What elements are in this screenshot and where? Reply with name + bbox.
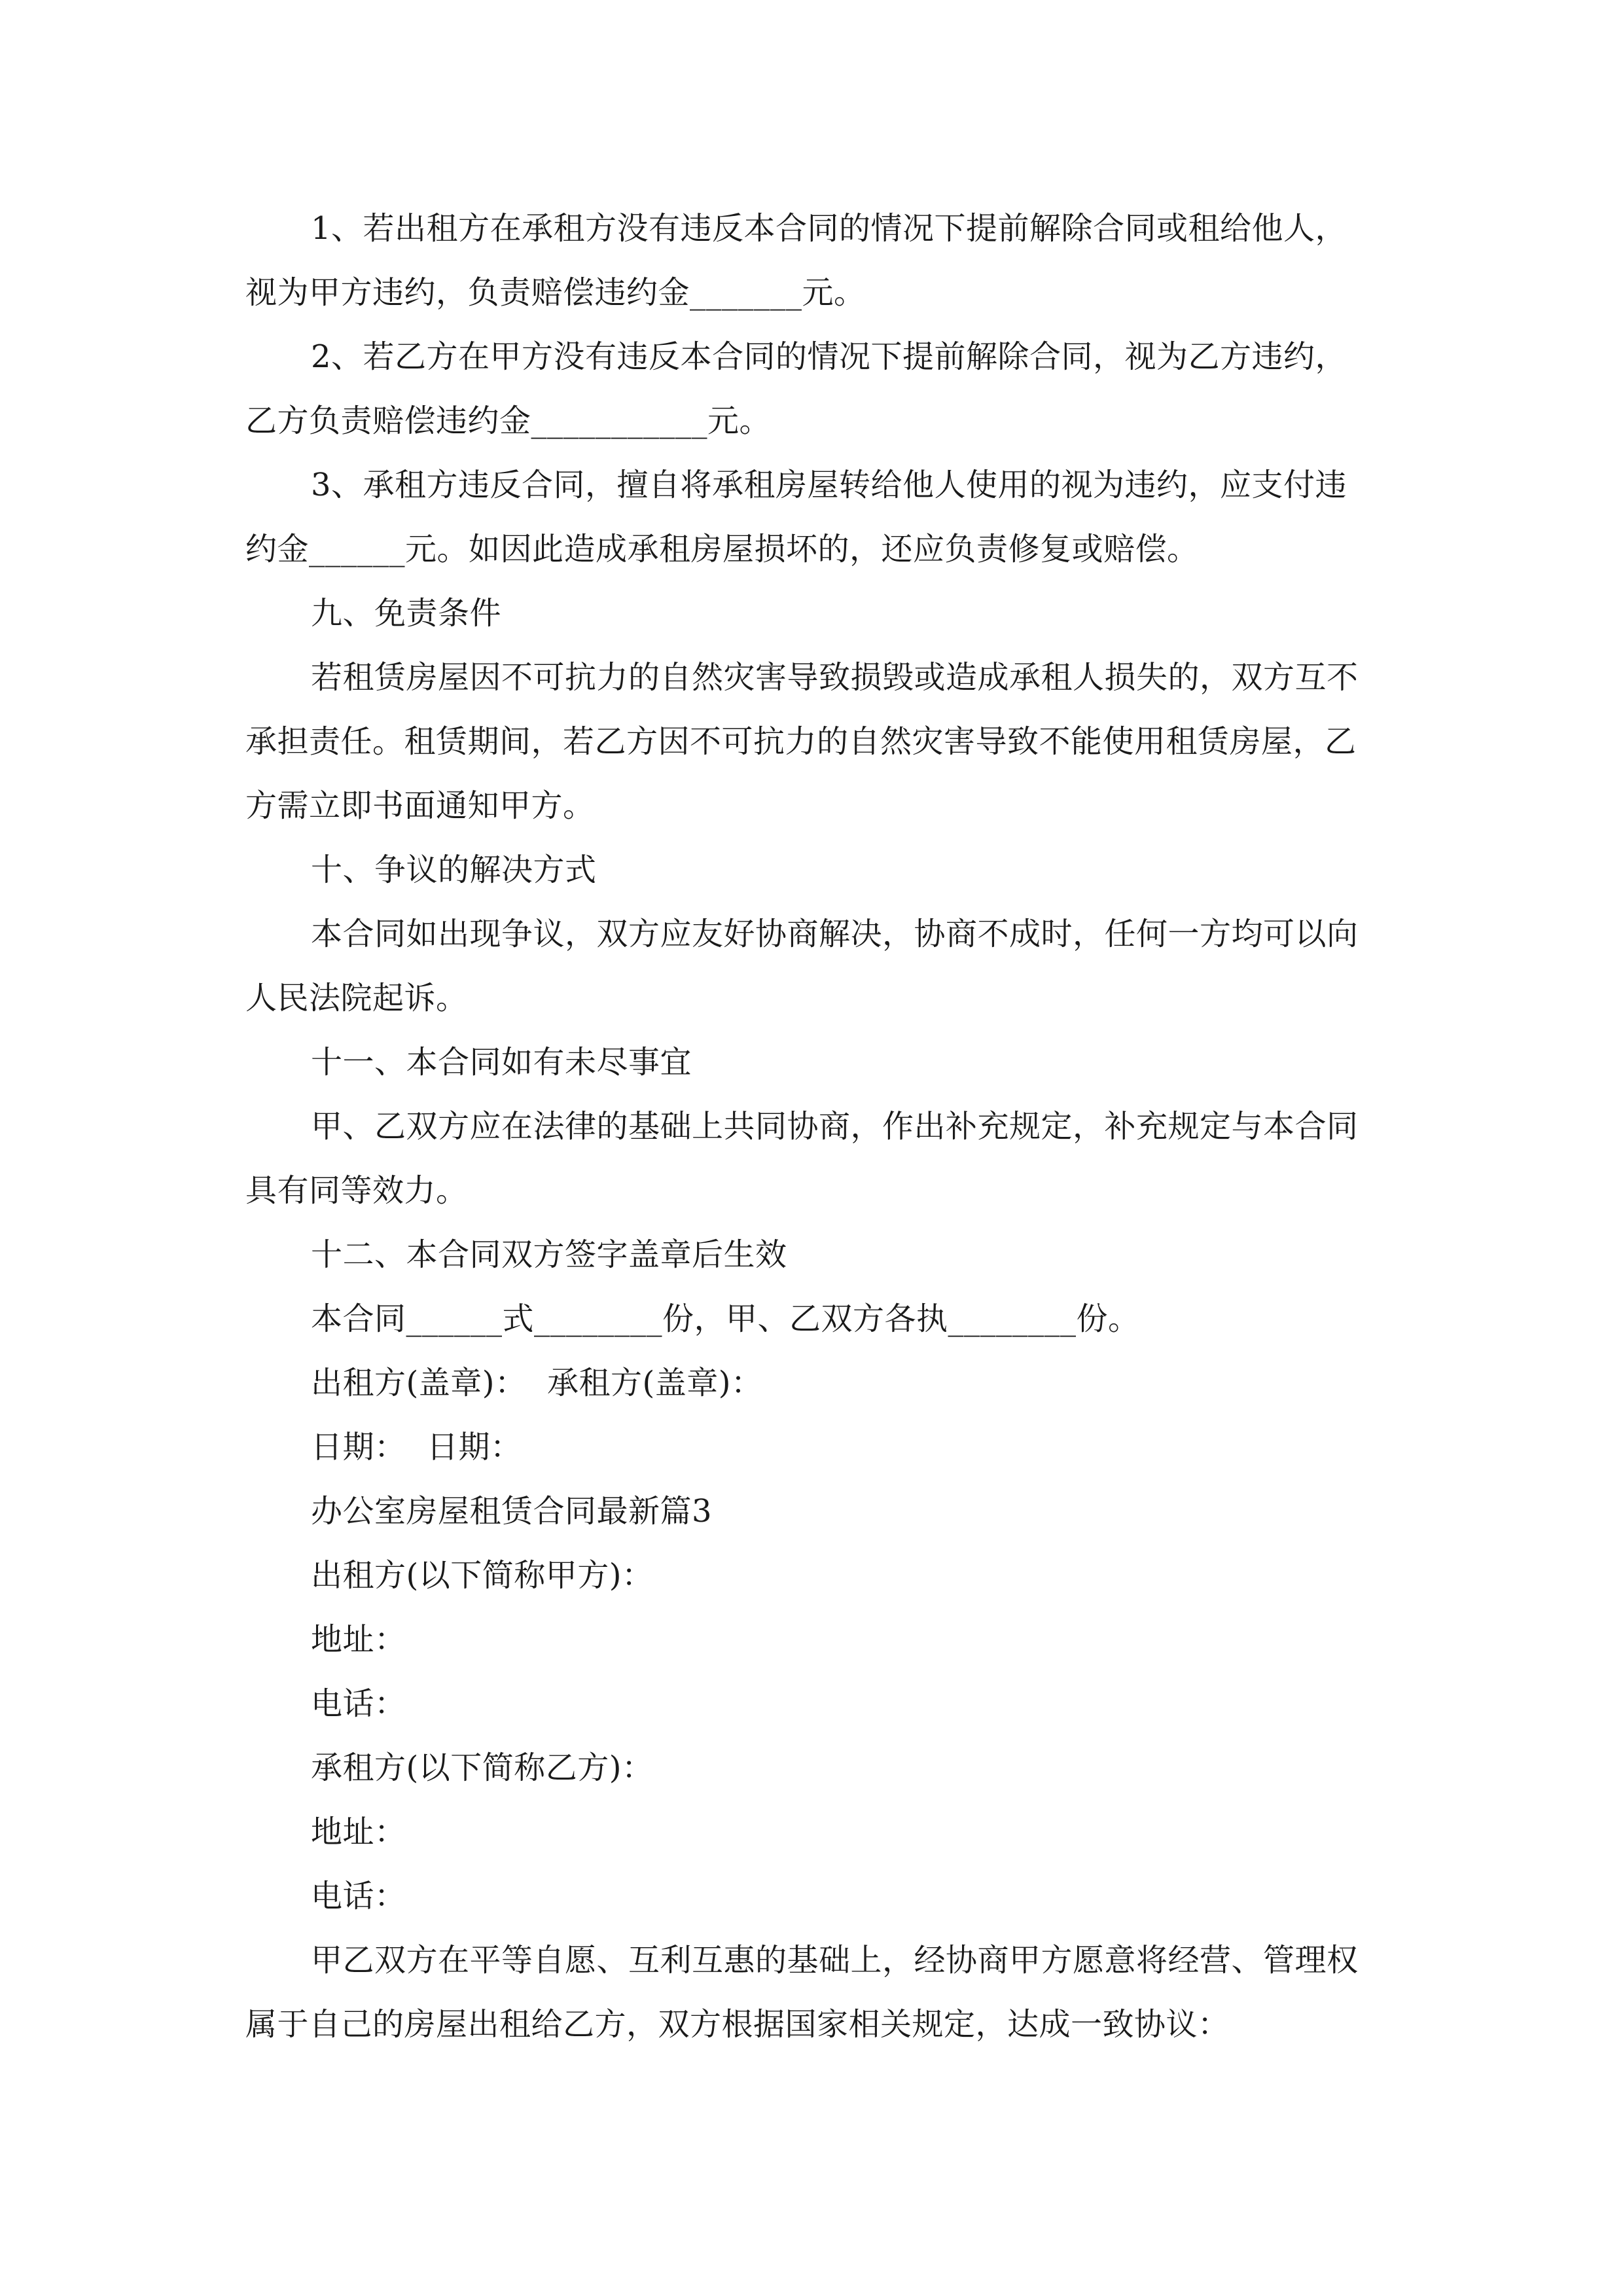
lessor-address-label: 地址：	[311, 1621, 406, 1658]
lessee-label: 承租方(以下简称乙方)：	[311, 1749, 654, 1786]
preamble-paragraph: 甲乙双方在平等自愿、互利互惠的基础上，经协商甲方愿意将经营、管理权属于自己的房屋出租给乙方，双方根据国家相关规定，达成一致协议：	[245, 1942, 1359, 2043]
clause-3-paragraph: 3、承租方违反合同，擅自将承租房屋转给他人使用的视为违约，应支付违约金______元。如因此造成承租房屋损坏的，还应负责修复或赔偿。	[245, 467, 1347, 567]
section-11-paragraph: 甲、乙双方应在法律的基础上共同协商，作出补充规定，补充规定与本合同具有同等效力。	[245, 1108, 1359, 1209]
signature-line: 出租方(盖章)： 承租方(盖章)：	[311, 1365, 763, 1401]
lessee-address-label: 地址：	[311, 1814, 406, 1850]
clause-2-paragraph: 2、若乙方在甲方没有违反本合同的情况下提前解除合同，视为乙方违约，乙方负责赔偿违约金___________元。	[245, 338, 1347, 439]
section-heading-10: 十、争议的解决方式	[311, 852, 597, 888]
lessor-phone-label: 电话：	[311, 1685, 406, 1722]
date-line: 日期： 日期：	[311, 1429, 522, 1465]
section-9-paragraph: 若租赁房屋因不可抗力的自然灾害导致损毁或造成承租人损失的，双方互不承担责任。租赁期间，若乙方因不可抗力的自然灾害导致不能使用租赁房屋，乙方需立即书面通知甲方。	[245, 659, 1359, 824]
clause-1-paragraph: 1、若出租方在承租方没有违反本合同的情况下提前解除合同或租给他人，视为甲方违约，负责赔偿违约金_______元。	[245, 210, 1347, 311]
lessee-phone-label: 电话：	[311, 1878, 406, 1914]
section-heading-11: 十一、本合同如有未尽事宜	[311, 1044, 692, 1081]
lessor-label: 出租方(以下简称甲方)：	[311, 1557, 654, 1594]
section-10-paragraph: 本合同如出现争议，双方应友好协商解决，协商不成时，任何一方均可以向人民法院起诉。	[245, 916, 1359, 1016]
section-heading-12: 十二、本合同双方签字盖章后生效	[311, 1236, 787, 1273]
contract-title: 办公室房屋租赁合同最新篇3	[311, 1493, 713, 1530]
section-heading-9: 九、免责条件	[311, 595, 502, 632]
copies-line: 本合同______式________份，甲、乙双方各执________份。	[311, 1300, 1140, 1337]
document-body	[245, 196, 1378, 2056]
